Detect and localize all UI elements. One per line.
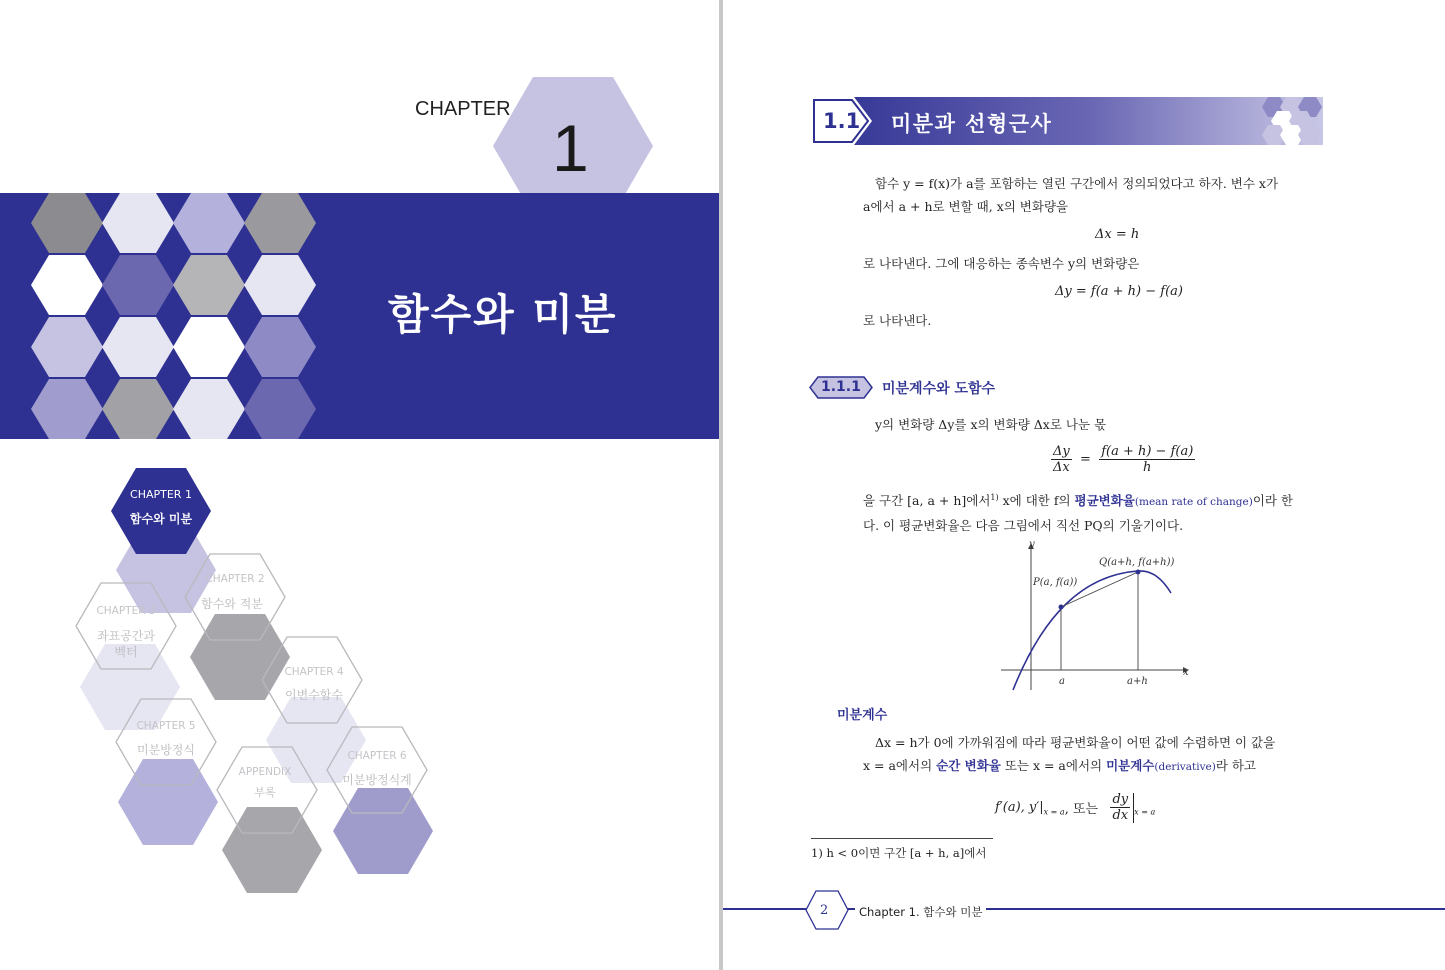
text-called: 이라 한 [1252,493,1294,509]
nav-title2-chapter-3: 벡터 [114,645,138,659]
fraction-denominator: Δx [1053,460,1070,475]
point-p-label: P(a, f(a)) [1033,577,1078,588]
intro-paragraph [863,172,1321,218]
nav-title-chapter-5: 미분방정식 [137,743,195,757]
function-curve [1013,571,1171,690]
chapter-title: 함수와 미분 [388,290,618,339]
chapter-opener-page [0,0,719,970]
x-axis-label: x [1183,667,1189,678]
heading-derivative: 미분계수 [837,708,888,723]
notation-subscript: x = a [1043,807,1065,817]
nav-label-chapter-2: CHAPTER 2 [205,573,265,585]
running-footer: Chapter 1. 함수와 미분 [855,904,986,920]
nav-label-chapter-4: CHAPTER 4 [284,666,344,678]
fraction-dy-dx [1110,792,1130,823]
chapter-number: 1 [552,111,589,185]
banner-hex-pattern [0,193,330,439]
text-represent: 로 나타낸다. [863,313,932,328]
equation-average-rate: $\frac{\Delta y}{\Delta x}$ = $\frac{f(a + h) - f(a)}{h}$ [1053,444,1194,475]
fraction-denominator: dx [1112,808,1129,823]
point-p [1059,605,1064,610]
tick-a-plus-h-label: a+h [1127,676,1148,687]
point-q-label: Q(a+h, f(a+h)) [1099,557,1175,568]
nav-title-appendix: 부록 [254,786,276,799]
footnote: 1) h < 0이면 구간 [a + h, a]에서 [811,846,987,860]
text-variation-y: 로 나타낸다. 그에 대응하는 종속변수 y의 변화량은 [863,256,1140,271]
nav-bg-hex [222,807,322,893]
term-derivative-english: (derivative) [1154,761,1216,773]
tick-a-label: a [1059,676,1065,687]
nav-label-chapter-3: CHAPTER 3 [96,605,156,617]
section-header-bar [810,97,1323,145]
fraction-numerator: Δy [1053,444,1070,459]
text-or-at-x-a: 또는 x = a에서의 [1000,758,1107,773]
text-and-write: 라 하고 [1215,758,1257,773]
secant-line-graph [993,535,1193,695]
point-q [1136,570,1141,575]
nav-label-appendix: APPENDIX [238,766,292,778]
fraction-numerator: f(a + h) − f(a) [1101,444,1194,459]
fraction-denominator: h [1143,460,1152,475]
evaluation-subscript: x = a [1134,807,1156,817]
nav-bg-hex [333,788,433,874]
fraction-delta-lhs [1051,444,1072,475]
nav-title-chapter-4: 이변수함수 [285,688,343,702]
term-average-rate: 평균변화율 [1074,493,1135,509]
fraction-delta-rhs [1099,444,1195,475]
y-axis-label: y [1029,539,1035,550]
page-number: 2 [820,903,829,918]
term-instantaneous-rate: 순간 변화율 [936,758,1001,773]
text-at-x-a: x = a에서의 [863,758,937,773]
equation-delta-y: Δy = f(a + h) − f(a) [1055,284,1183,299]
equation-derivative-notation [995,792,1155,823]
notation-or: , 또는 [1064,802,1099,817]
nav-label-chapter-6: CHAPTER 6 [347,750,407,762]
term-derivative: 미분계수 [1106,758,1155,773]
section-number: 1.1 [823,109,861,133]
chapter-word: CHAPTER [415,98,511,120]
term-average-rate-english: (mean rate of change) [1134,496,1253,509]
nav-title-chapter-2: 함수와 적분 [201,597,263,611]
text-quotient: y의 변화량 Δy를 x의 변화량 Δx로 나눈 몫 [875,417,1107,432]
text-about-f: x에 대한 f의 [998,493,1075,509]
text-average-rate-definition [863,486,1321,537]
text-interval: 을 구간 [a, a + h]에서 [863,493,991,509]
equation-delta-x: Δx = h [1095,227,1140,242]
intro-line-1: 함수 y = f(x)가 a를 포함하는 열린 구간에서 정의되었다고 하자. 변수 x가 [875,176,1279,191]
nav-label-chapter-5: CHAPTER 5 [136,720,196,732]
intro-line-2: a에서 a + h로 변할 때, x의 변화량을 [863,199,1069,214]
nav-title-chapter-6: 미분방정식계 [342,773,412,787]
content-page [723,0,1445,970]
footnote-marker[interactable]: 1) [990,493,999,502]
subsection-title: 미분계수와 도함수 [882,381,996,397]
nav-label-chapter-1: CHAPTER 1 [130,488,192,501]
derivative-paragraph [863,731,1321,779]
footnote-rule [811,838,993,839]
subsection-number: 1.1.1 [821,379,861,395]
fraction-numerator: dy [1112,792,1129,807]
text-limit: Δx = h가 0에 가까워짐에 따라 평균변화율이 어떤 값에 수렴하면 이 값을 [875,735,1276,750]
section-title: 미분과 선형근사 [891,112,1053,136]
nav-title-chapter-3: 좌표공간과 [97,629,155,643]
chapter-nav-cluster [0,440,719,970]
nav-title-chapter-1: 함수와 미분 [129,512,193,526]
notation-prime: f′(a), y′| [995,800,1044,815]
text-slope-pq: 다. 이 평균변화율은 다음 그림에서 직선 PQ의 기울기이다. [863,518,1184,534]
